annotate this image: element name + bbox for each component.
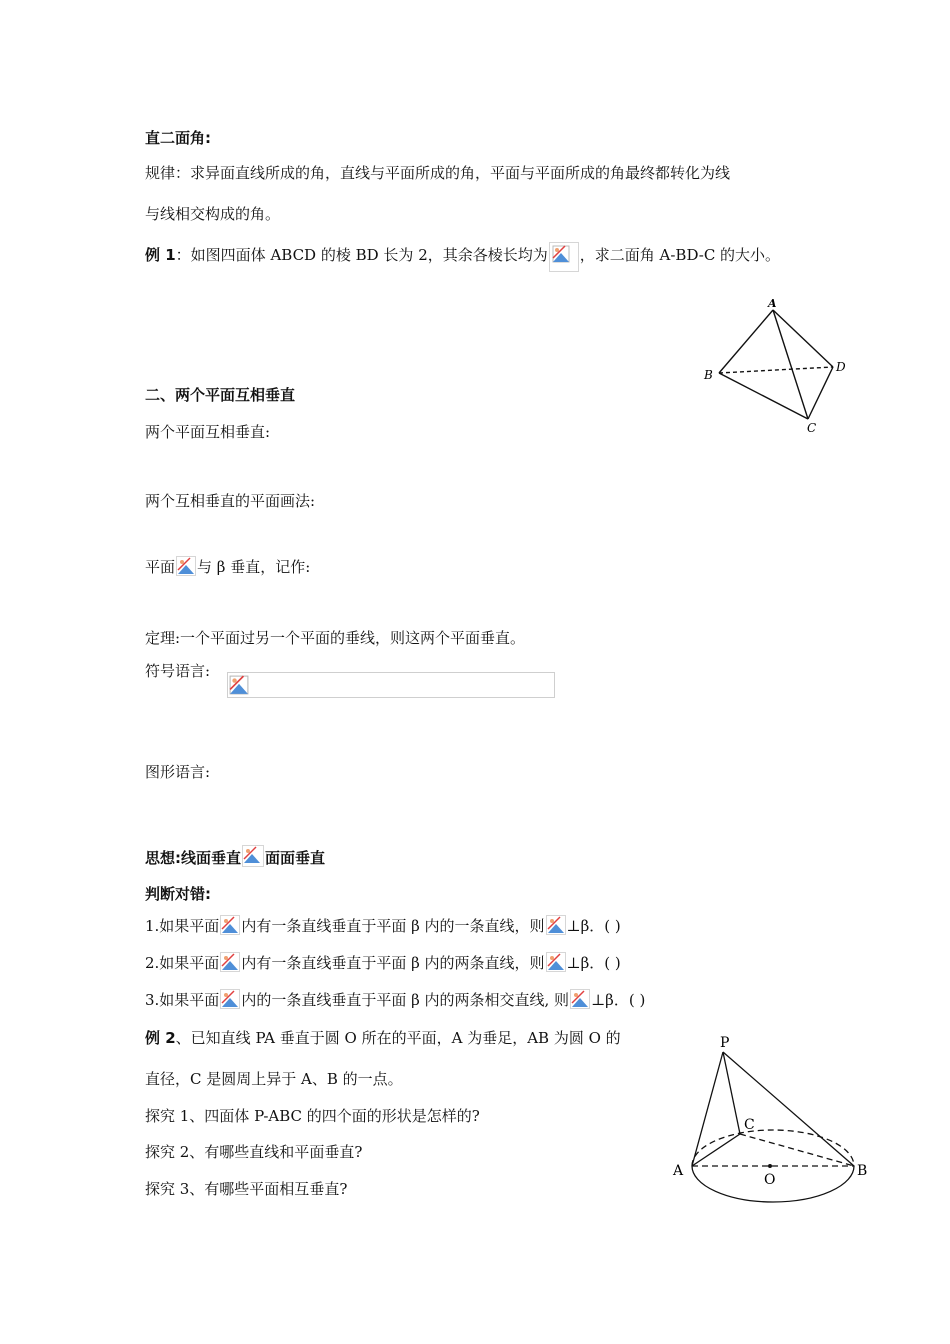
label-P: P bbox=[720, 1035, 730, 1051]
tetrahedron-figure bbox=[695, 295, 855, 440]
label-A: A bbox=[768, 297, 777, 310]
judge-item-1: 1.如果平面 内有一条直线垂直于平面 β 内的一条直线，则 ⊥β．( ) bbox=[145, 917, 621, 935]
example2-line2: 直径，C 是圆周上异于 A、B 的一点。 bbox=[145, 1070, 403, 1088]
rule-line-1: 规律：求异面直线所成的角，直线与平面所成的角，平面与平面所成的角最终都转化为线 bbox=[145, 164, 731, 182]
heading-right-dihedral: 直二面角: bbox=[145, 129, 211, 147]
label-C: C bbox=[744, 1117, 755, 1133]
notation-line: 平面 与 β 垂直，记作: bbox=[145, 558, 311, 576]
rule-line-2: 与线相交构成的角。 bbox=[145, 205, 281, 223]
broken-image-icon bbox=[220, 989, 240, 1009]
figure-language-label: 图形语言: bbox=[145, 763, 211, 781]
explore-3: 探究 3、有哪些平面相互垂直? bbox=[145, 1180, 348, 1198]
broken-image-icon bbox=[549, 242, 579, 272]
heading-perpendicular-planes: 二、两个平面互相垂直 bbox=[145, 386, 296, 404]
label-A: A bbox=[673, 1163, 684, 1179]
judge-item-3: 3.如果平面 内的一条直线垂直于平面 β 内的两条相交直线, 则 ⊥β．( ) bbox=[145, 991, 646, 1009]
idea-line: 思想:线面垂直 面面垂直 bbox=[145, 845, 325, 868]
symbol-language-label: 符号语言: bbox=[145, 662, 211, 680]
example1-text-before: ：如图四面体 ABCD 的棱 BD 长为 2，其余各棱长均为 bbox=[175, 246, 548, 264]
broken-image-icon bbox=[546, 915, 566, 935]
broken-image-icon bbox=[220, 915, 240, 935]
judge-item-2: 2.如果平面 内有一条直线垂直于平面 β 内的两条直线，则 ⊥β．( ) bbox=[145, 954, 621, 972]
judge-heading: 判断对错: bbox=[145, 885, 211, 903]
broken-image-icon bbox=[546, 952, 566, 972]
example2-line1: 例 2、已知直线 PA 垂直于圆 O 所在的平面，A 为垂足，AB 为圆 O 的 bbox=[145, 1029, 621, 1047]
broken-image-icon bbox=[570, 989, 590, 1009]
definition-label: 两个平面互相垂直: bbox=[145, 423, 271, 441]
broken-image-icon bbox=[229, 675, 249, 695]
broken-image-icon bbox=[242, 845, 264, 867]
label-C: C bbox=[807, 421, 817, 435]
pabc-figure bbox=[668, 1030, 878, 1210]
symbol-language-image bbox=[227, 672, 555, 698]
example1-label: 例 1 bbox=[145, 246, 176, 264]
example1 bbox=[145, 242, 780, 272]
explore-2: 探究 2、有哪些直线和平面垂直? bbox=[145, 1143, 363, 1161]
drawing-label: 两个互相垂直的平面画法: bbox=[145, 492, 316, 510]
theorem: 定理:一个平面过另一个平面的垂线，则这两个平面垂直。 bbox=[145, 629, 526, 647]
label-D: D bbox=[836, 360, 846, 374]
example2-label: 例 2 bbox=[145, 1029, 176, 1047]
label-O: O bbox=[764, 1172, 776, 1188]
explore-1: 探究 1、四面体 P-ABC 的四个面的形状是怎样的? bbox=[145, 1107, 480, 1125]
example1-text-after: ，求二面角 A-BD-C 的大小。 bbox=[579, 246, 781, 264]
label-B: B bbox=[704, 368, 713, 382]
broken-image-icon bbox=[220, 952, 240, 972]
label-B: B bbox=[857, 1163, 868, 1179]
broken-image-icon bbox=[176, 556, 196, 576]
